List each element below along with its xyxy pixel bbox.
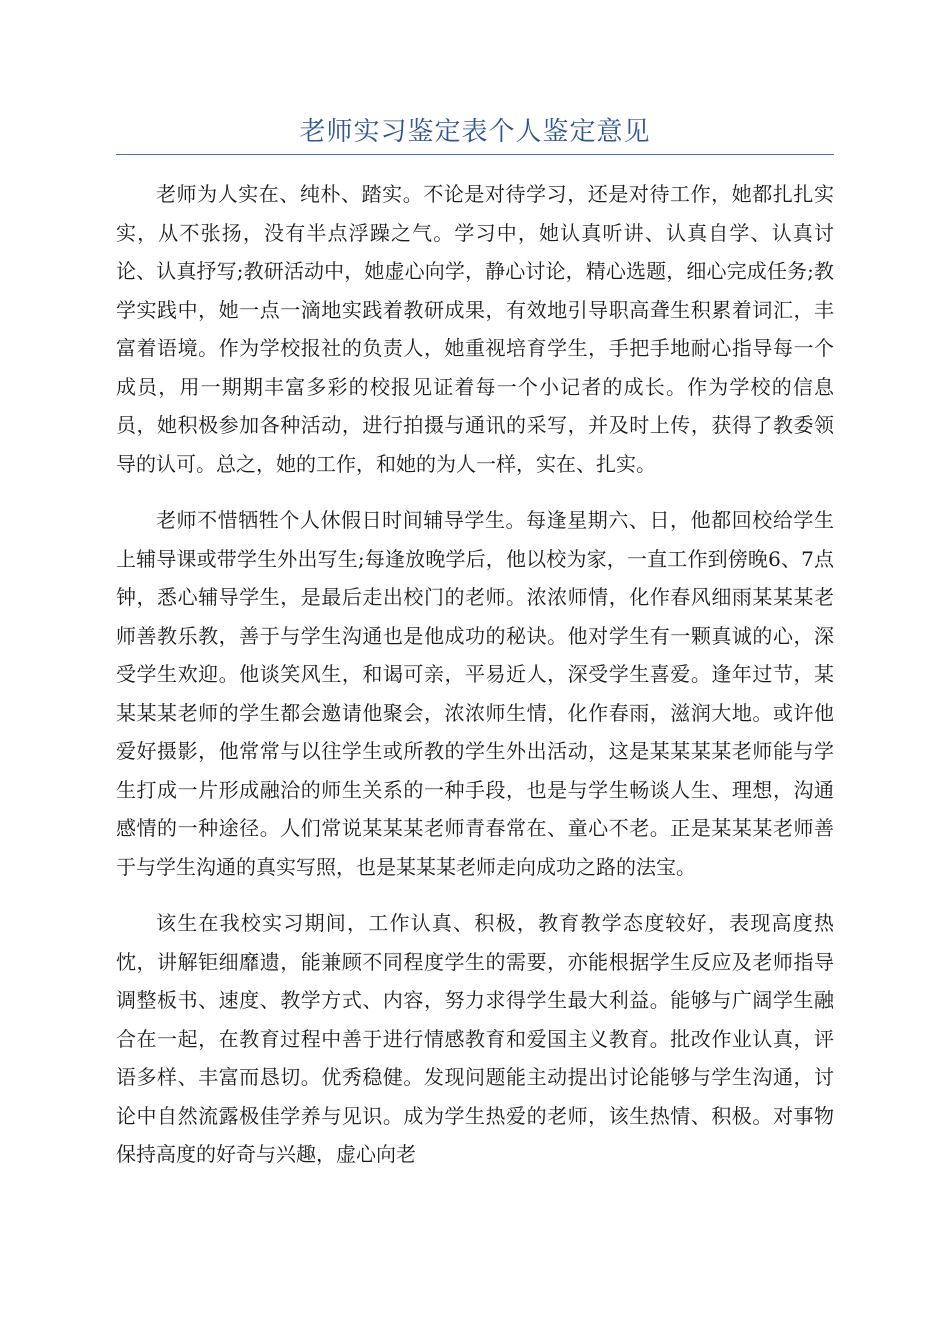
title-underline	[116, 154, 834, 155]
title-block	[116, 112, 834, 155]
paragraph-1: 老师为人实在、纯朴、踏实。不论是对待学习，还是对待工作，她都扎扎实实，从不张扬，没有半点浮躁之气。学习中，她认真听讲、认真自学、认真讨论、认真抒写;教研活动中，她虚心向学，静心讨论，精心选题，细心完成任务;教学实践中，她一点一滴地实践着教研成果，有效地引导职高聋生积累着词汇，丰富着语境。作为学校报社的负责人，她重视培育学生，手把手地耐心指导每一个成员，用一期期丰富多彩的校报见证着每一个小记者的成长。作为学校的信息员，她积极参加各种活动，进行拍摄与通讯的采写，并及时上传，获得了教委领导的认可。总之，她的工作，和她的为人一样，实在、扎实。	[116, 182, 834, 476]
paragraph-2: 老师不惜牺牲个人休假日时间辅导学生。每逢星期六、日，他都回校给学生上辅导课或带学生外出写生;每逢放晚学后，他以校为家，一直工作到傍晚6、7点钟，悉心辅导学生，是最后走出校门的老师。浓浓师情，化作春风细雨某某某老师善教乐教，善于与学生沟通也是他成功的秘诀。他对学生有一颗真诚的心，深受学生欢迎。他谈笑风生，和谒可亲，平易近人，深受学生喜爱。逢年过节，某某某某老师的学生都会邀请他聚会，浓浓师生情，化作春雨，滋润大地。或许他爱好摄影，他常常与以往学生或所教的学生外出活动，这是某某某某老师能与学生打成一片形成融洽的师生关系的一种手段，也是与学生畅谈人生、理想，沟通感情的一种途径。人们常说某某某老师青春常在、童心不老。正是某某某老师善于与学生沟通的真实写照，也是某某某老师走向成功之路的法宝。	[116, 508, 834, 879]
paragraph-3: 该生在我校实习期间，工作认真、积极，教育教学态度较好，表现高度热忱，讲解钜细靡遗，能兼顾不同程度学生的需要，亦能根据学生反应及老师指导调整板书、速度、教学方式、内容，努力求得学生最大利益。能够与广阔学生融合在一起，在教育过程中善于进行情感教育和爱国主义教育。批改作业认真，评语多样、丰富而恳切。优秀稳健。发现问题能主动提出讨论能够与学生沟通，讨论中自然流露极佳学养与见识。成为学生热爱的老师，该生热情、积极。对事物保持高度的好奇与兴趣，虚心向老	[116, 911, 834, 1166]
document-body	[116, 175, 834, 1174]
page-title: 老师实习鉴定表个人鉴定意见	[299, 117, 651, 147]
